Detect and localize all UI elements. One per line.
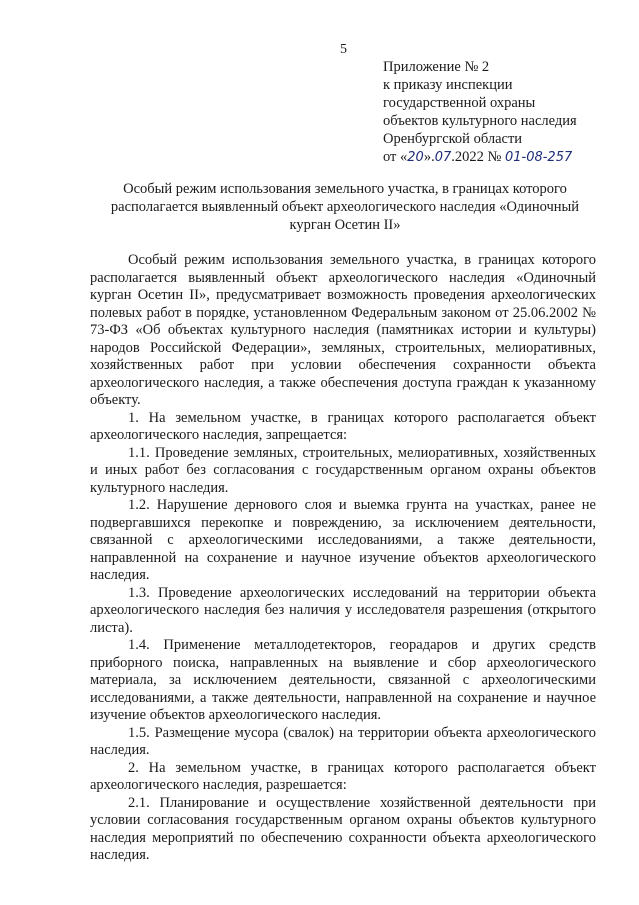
item-1-1: 1.1. Проведение земляных, строительных, мелиоративных, хозяйственных и иных работ без согласования с государственным органом охраны объектов культурного наследия. [90,444,596,496]
document-title: Особый режим использования земельного участка, в границах которого располагается выявленный объект археологического наследия «Одиночный курган Осетин II» [110,181,580,233]
document-body [90,252,596,865]
appendix-line: Оренбургской области [383,131,523,147]
page-number: 5 [340,42,347,57]
section-2-heading: 2. На земельном участке, в границах которого располагается объект археологического наследия, разрешается: [90,759,596,793]
order-date-line [383,148,633,167]
intro-paragraph: Особый режим использования земельного участка, в границах которого располагается выявленный объект археологического наследия «Одиночный курган Осетин II», предусматривает возможность проведения археологических полевых работ в порядке, установленном Федеральным законом от 25.06.2002 № 73-ФЗ «Об объектах культурного наследия (памятниках истории и культуры) народов Российской Федерации», земляных, строительных, мелиоративных, хозяйственных работ при условии обеспечения сохранности объекта археологического наследия, а также обеспечения доступа граждан к указанному объекту. [90,252,596,408]
appendix-line: объектов культурного наследия [383,113,577,129]
item-2-1: 2.1. Планирование и осуществление хозяйственной деятельности при условии согласования государственным органом охраны объектов культурного наследия мероприятий по обеспечению сохранности объекта археологического наследия. [90,794,596,863]
number-prefix: № [483,149,505,165]
item-1-4: 1.4. Применение металлодетекторов, георадаров и других средств приборного поиска, направленных на выявление и сбор археологического материала, за исключением деятельности, связанной с археологическими исследованиями, а также деятельности, направленной на сохранение и научное изучение объектов археологического наследия. [90,637,596,723]
date-month-handwritten: 07 [434,150,452,165]
date-prefix: от « [383,149,408,165]
order-number-handwritten: 01-08-257 [504,150,573,165]
appendix-line: государственной охраны [383,95,536,111]
item-1-3: 1.3. Проведение археологических исследований на территории объекта археологического наследия без наличия у исследователя разрешения (открытого листа). [90,584,596,636]
section-1-heading: 1. На земельном участке, в границах которого располагается объект археологического наследия, запрещается: [90,409,596,443]
date-mid: ». [423,149,435,165]
appendix-title: Приложение № 2 [383,59,490,75]
date-year: .2022 [451,149,484,165]
item-1-2: 1.2. Нарушение дернового слоя и выемка грунта на участках, ранее не подвергавшихся перекопке и повреждению, за исключением деятельности, связанной с археологическими исследованиями, а также деятельности, направленной на сохранение и научное изучение объектов археологического наследия. [90,497,596,583]
appendix-header [383,58,633,167]
item-1-5: 1.5. Размещение мусора (свалок) на территории объекта археологического наследия. [90,724,596,758]
date-day-handwritten: 20 [407,150,424,165]
appendix-line: к приказу инспекции [383,77,513,93]
